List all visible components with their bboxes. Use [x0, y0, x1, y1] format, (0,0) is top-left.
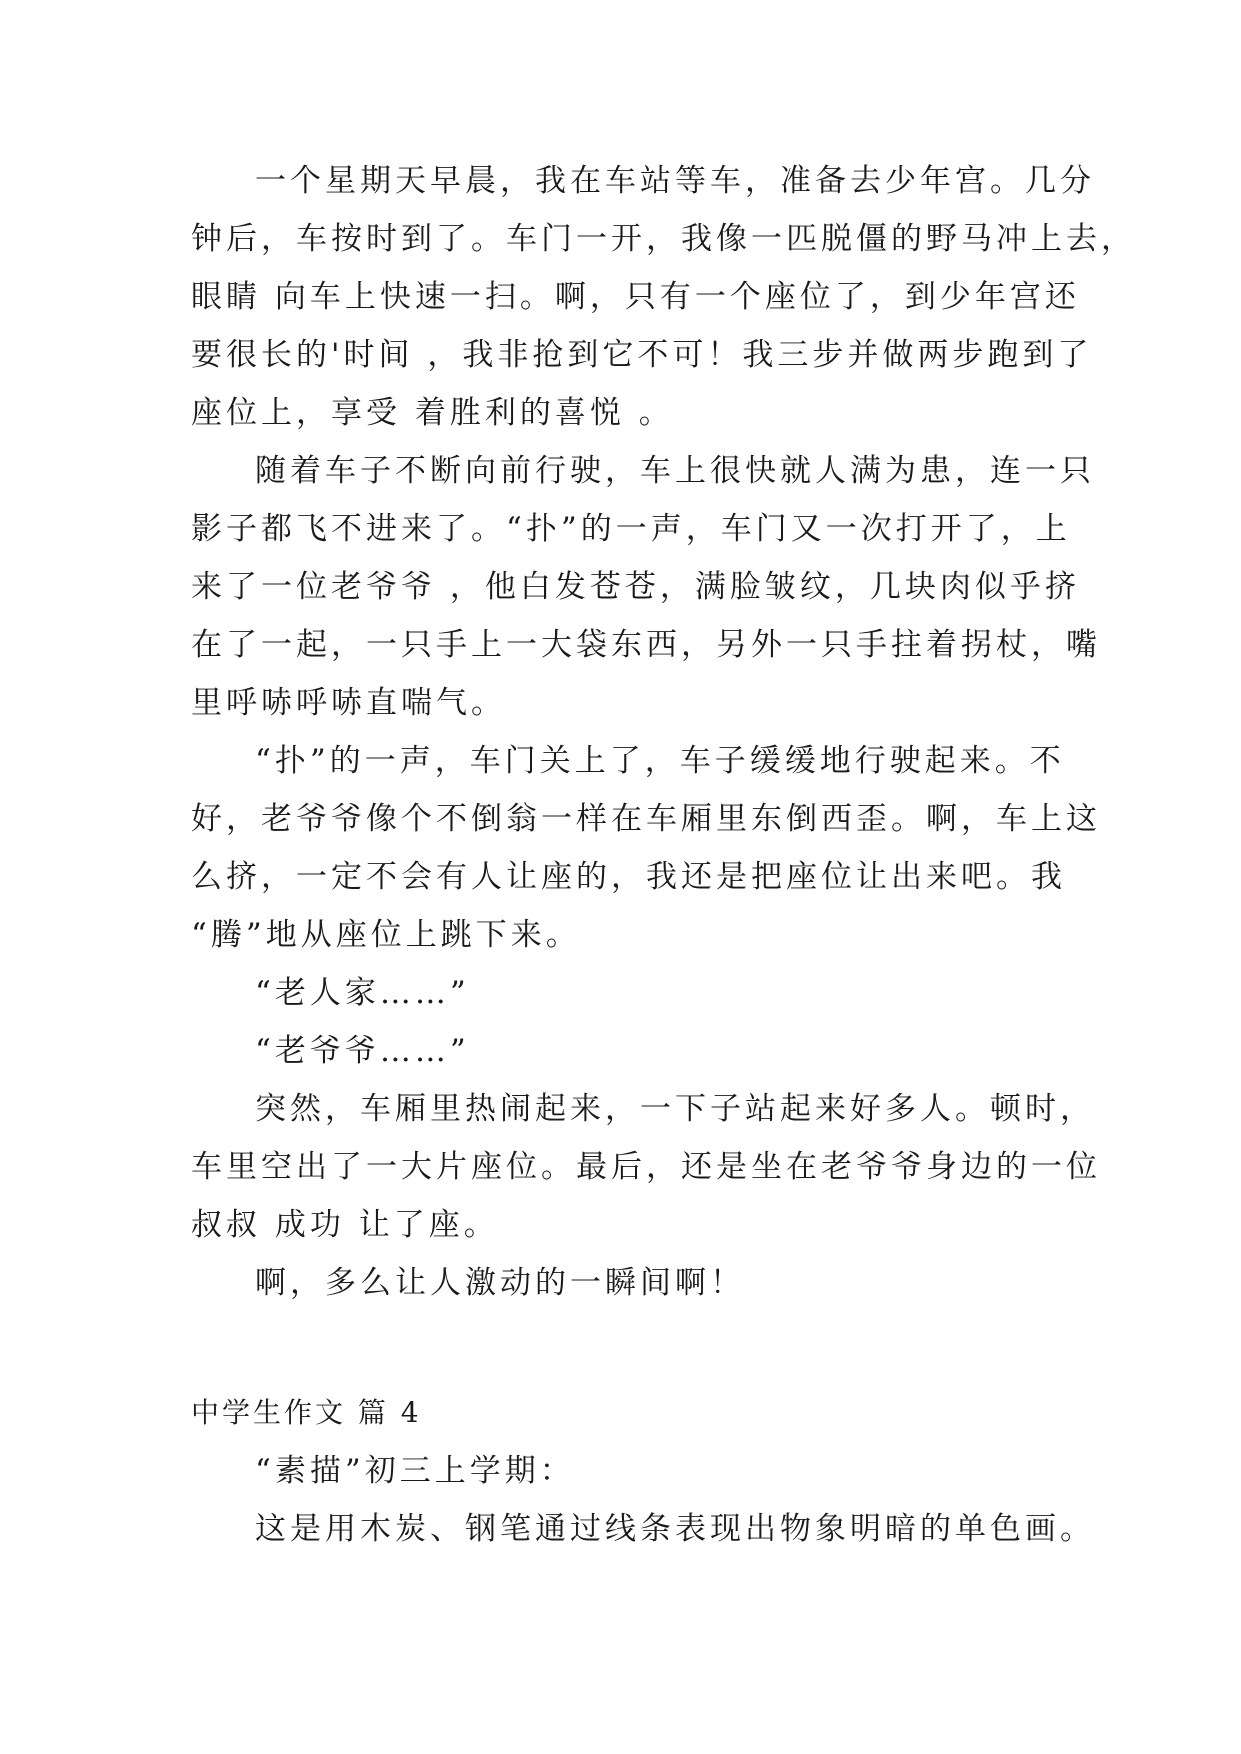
- paragraph: [191, 732, 1101, 964]
- text-line: 叔叔 成功 让了座。: [191, 1207, 499, 1243]
- paragraph: [191, 1022, 1071, 1080]
- text-line: “老爷爷……”: [255, 1033, 470, 1069]
- paragraph: [191, 1500, 1095, 1558]
- text-line: 在了一起，一只手上一大袋东西，另外一只手拄着拐杖，嘴: [191, 627, 1101, 663]
- text-line: 影子都飞不进来了。“扑”的一声，车门又一次打开了，上: [191, 511, 1071, 547]
- paragraph: [191, 964, 1071, 1022]
- text-line: 突然，车厢里热闹起来，一下子站起来好多人。顿时，: [255, 1091, 1095, 1127]
- text-line: 里呼哧呼哧直喘气。: [191, 685, 506, 721]
- text-line: 眼睛 向车上快速一扫。啊，只有一个座位了，到少年宫还: [191, 279, 1080, 315]
- text-line: 这是用木炭、钢笔通过线条表现出物象明暗的单色画。: [255, 1511, 1095, 1547]
- text-line: 一个星期天早晨，我在车站等车，准备去少年宫。几分: [255, 163, 1095, 199]
- text-line: 要很长的'时间 ，我非抢到它不可！我三步并做两步跑到了: [191, 337, 1093, 373]
- paragraph: [191, 1442, 1071, 1500]
- paragraph: [191, 152, 1136, 442]
- section-gap: [191, 1312, 1071, 1384]
- paragraph: [191, 1080, 1101, 1254]
- text-line: 车里空出了一大片座位。最后，还是坐在老爷爷身边的一位: [191, 1149, 1101, 1185]
- document-body: [191, 152, 1136, 1558]
- paragraph: [191, 442, 1101, 732]
- text-line: “扑”的一声，车门关上了，车子缓缓地行驶起来。不: [255, 743, 1065, 779]
- text-line: “老人家……”: [255, 975, 470, 1011]
- text-line: 来了一位老爷爷 ，他白发苍苍，满脸皱纹，几块肉似乎挤: [191, 569, 1080, 605]
- section-heading: 中学生作文 篇 4: [191, 1396, 422, 1429]
- text-line: 座位上，享受 着胜利的喜悦 。: [191, 395, 674, 431]
- text-line: 么挤，一定不会有人让座的，我还是把座位让出来吧。我: [191, 859, 1066, 895]
- text-line: “素描”初三上学期：: [255, 1453, 575, 1489]
- text-line: 钟后，车按时到了。车门一开，我像一匹脱僵的野马冲上去，: [191, 221, 1136, 257]
- text-line: “腾”地从座位上跳下来。: [191, 917, 581, 953]
- paragraph: [191, 1254, 1071, 1312]
- text-line: 好，老爷爷像个不倒翁一样在车厢里东倒西歪。啊，车上这: [191, 801, 1101, 837]
- text-line: 啊，多么让人激动的一瞬间啊！: [255, 1265, 745, 1301]
- text-line: 随着车子不断向前行驶，车上很快就人满为患，连一只: [255, 453, 1095, 489]
